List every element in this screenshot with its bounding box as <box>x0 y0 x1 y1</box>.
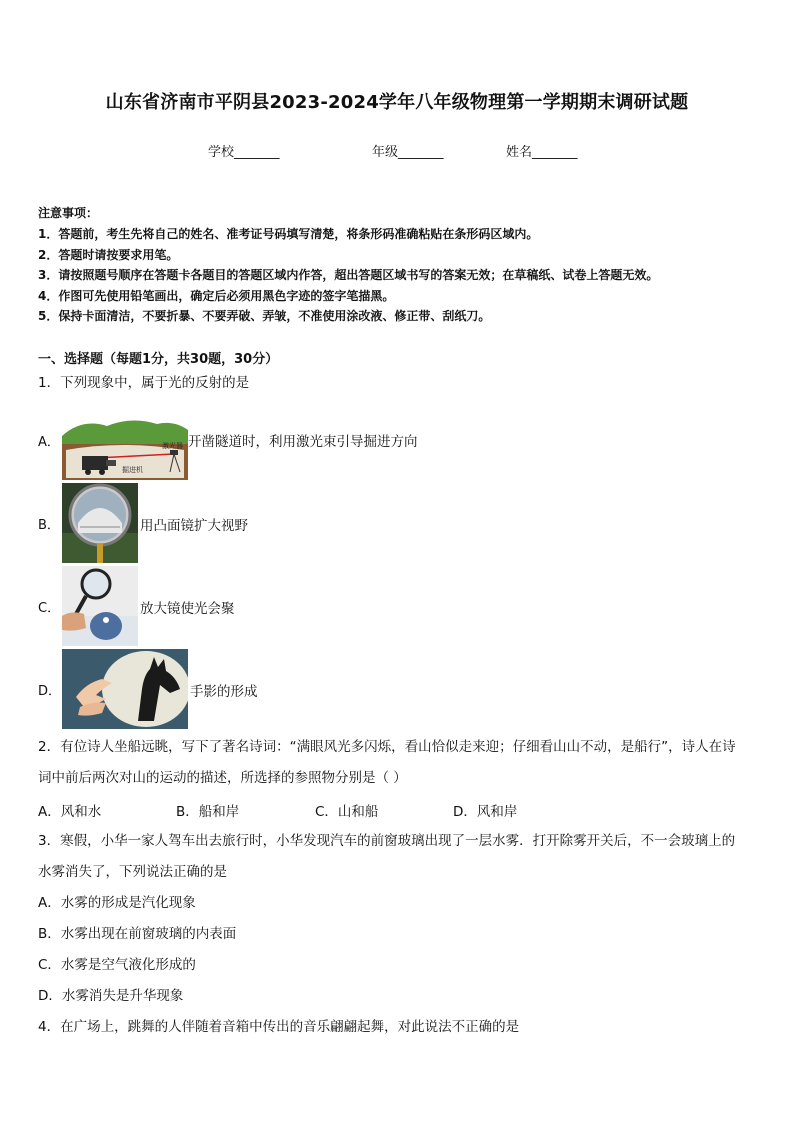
notice-item-4: 4．作图可先使用铅笔画出，确定后必须用黑色字迹的签字笔描黑。 <box>38 289 395 303</box>
notice-item-5: 5．保持卡面清洁，不要折暴、不要弄破、弄皱，不准使用涂改液、修正带、刮纸刀。 <box>38 309 491 323</box>
q1-option-c-label: C． <box>38 601 61 616</box>
q1-option-a-text: 开凿隧道时，利用激光束引导掘进方向 <box>188 434 418 450</box>
q1-option-d-label: D． <box>38 684 62 699</box>
school-field <box>208 141 280 160</box>
question-2-stem-line-1: 2．有位诗人坐船远眺，写下了著名诗词：“满眼风光多闪烁，看山恰似走来迎；仔细看山山不动，是船行”，诗人在诗 <box>38 739 736 755</box>
q1-option-c-text: 放大镜使光会聚 <box>140 601 235 617</box>
exam-title: 山东省济南市平阴县2023-2024学年八年级物理第一学期期末调研试题 <box>105 92 689 113</box>
magnifier-image <box>62 566 138 646</box>
question-4-stem: 4．在广场上，跳舞的人伴随着音箱中传出的音乐翩翩起舞，对此说法不正确的是 <box>38 1019 520 1035</box>
q2-choice-c: C．山和船 <box>315 804 379 820</box>
tunneler-caption: 掘进机 <box>122 466 143 474</box>
school-label: 学校 <box>208 145 235 160</box>
question-3-stem-line-2: 水雾消失了，下列说法正确的是 <box>38 864 227 880</box>
section-heading: 一、选择题（每题1分，共30题，30分） <box>38 352 279 367</box>
q3-option-c: C．水雾是空气液化形成的 <box>38 957 196 973</box>
name-blank: _______ <box>532 145 578 160</box>
notice-item-3: 3．请按照题号顺序在答题卡各题目的答题区域内作答，超出答题区域书写的答案无效；在草稿纸、试卷上答题无效。 <box>38 268 659 282</box>
notice-item-2: 2．答题时请按要求用笔。 <box>38 248 179 262</box>
convex-mirror-image <box>62 483 138 563</box>
q2-choice-a: A．风和水 <box>38 804 102 820</box>
name-label: 姓名 <box>506 145 533 160</box>
tunnel-laser-image <box>62 416 188 480</box>
q2-choice-d: D．风和岸 <box>453 804 518 820</box>
q1-option-b-label: B． <box>38 518 60 533</box>
q3-option-d: D．水雾消失是升华现象 <box>38 988 184 1004</box>
school-blank: _______ <box>234 145 280 160</box>
grade-blank: _______ <box>398 145 444 160</box>
q1-option-b-text: 用凸面镜扩大视野 <box>140 518 248 534</box>
notice-header: 注意事项： <box>38 206 99 220</box>
grade-label: 年级 <box>372 145 399 160</box>
laser-caption: 激光器 <box>162 442 183 450</box>
q2-choice-b: B．船和岸 <box>176 804 240 820</box>
question-3-stem-line-1: 3．寒假，小华一家人驾车出去旅行时，小华发现汽车的前窗玻璃出现了一层水雾．打开除雾开关后，不一会玻璃上的 <box>38 833 736 849</box>
question-2-stem-line-2: 词中前后两次对山的运动的描述，所选择的参照物分别是（ ） <box>38 770 407 786</box>
grade-field <box>372 141 444 160</box>
name-field <box>506 141 578 160</box>
notice-item-1: 1．答题前，考生先将自己的姓名、准考证号码填写清楚，将条形码准确粘贴在条形码区域内。 <box>38 227 539 241</box>
q3-option-a: A．水雾的形成是汽化现象 <box>38 895 196 911</box>
question-1-stem: 1．下列现象中，属于光的反射的是 <box>38 375 250 391</box>
q1-option-d-text: 手影的形成 <box>190 684 258 700</box>
q3-option-b: B．水雾出现在前窗玻璃的内表面 <box>38 926 237 942</box>
q1-option-a-label: A． <box>38 435 60 450</box>
hand-shadow-image <box>62 649 188 729</box>
